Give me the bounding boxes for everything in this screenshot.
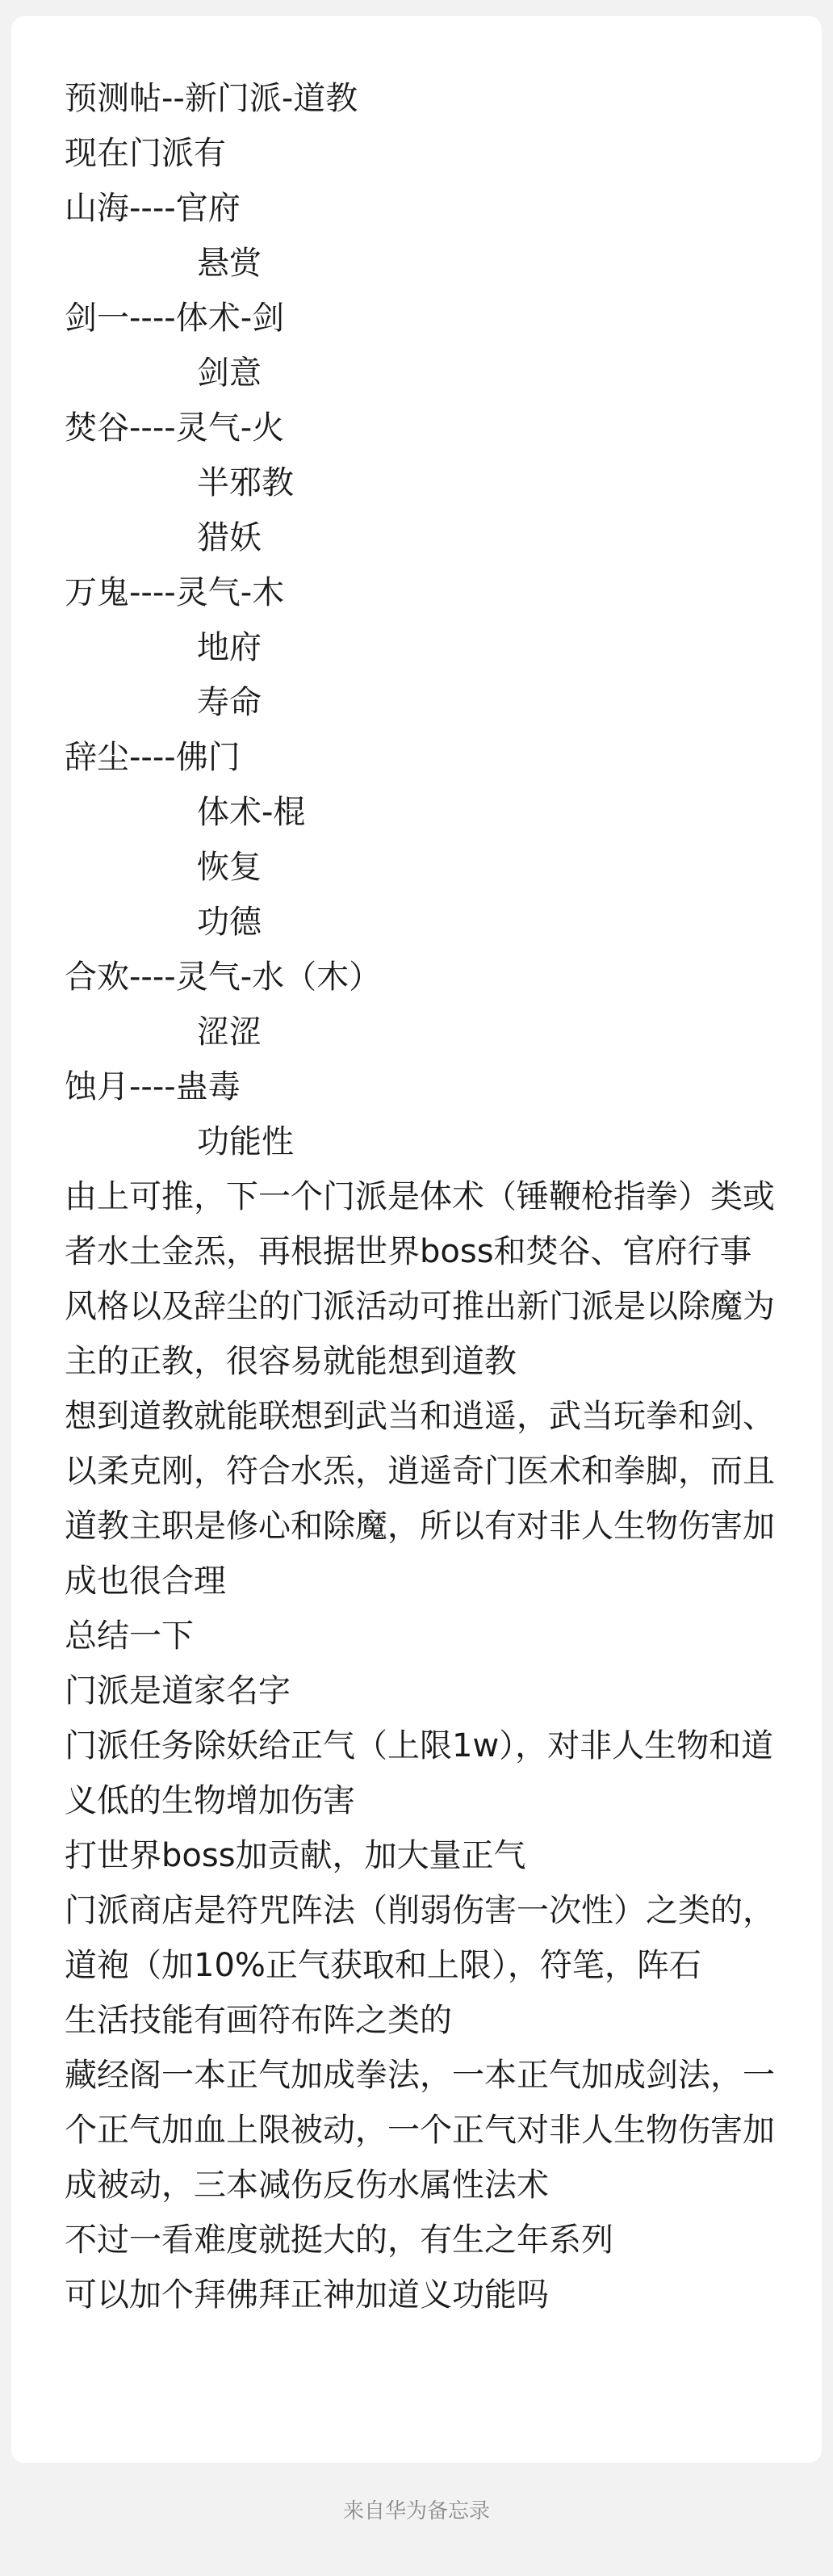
source-footer: 来自华为备忘录 <box>342 2499 490 2524</box>
memo-line: 万鬼----灵气-木 <box>65 574 285 611</box>
memo-paragraph: 生活技能有画符布阵之类的 <box>65 2002 452 2039</box>
memo-paragraph: 由上可推，下一个门派是体术（锤鞭枪指拳）类或者水土金炁，再根据世界boss和焚谷、官府行事风格以及辞尘的门派活动可推出新门派是以除魔为主的正教，很容易就能想到道教 <box>65 1178 775 1380</box>
memo-line: 合欢----灵气-水（木） <box>65 959 382 996</box>
memo-line: 剑意 <box>197 355 262 392</box>
memo-paragraph: 打世界boss加贡献，加大量正气 <box>65 1837 526 1874</box>
memo-paragraph: 门派是道家名字 <box>65 1672 291 1710</box>
memo-line: 预测帖--新门派-道教 <box>65 80 358 117</box>
memo-paragraph: 不过一看难度就挺大的，有生之年系列 <box>65 2221 613 2259</box>
memo-line: 体术-棍 <box>197 794 306 831</box>
memo-line: 猎妖 <box>197 519 262 556</box>
memo-line: 焚谷----灵气-火 <box>65 409 285 447</box>
memo-line: 地府 <box>197 629 262 666</box>
memo-line: 涩涩 <box>197 1013 262 1051</box>
memo-line: 半邪教 <box>197 464 294 501</box>
memo-paragraph: 门派任务除妖给正气（上限1w），对非人生物和道义低的生物增加伤害 <box>65 1727 774 1819</box>
memo-line: 剑一----体术-剑 <box>65 300 285 337</box>
memo-line: 现在门派有 <box>65 135 226 172</box>
memo-line: 山海----官府 <box>65 190 241 227</box>
memo-paragraph: 门派商店是符咒阵法（削弱伤害一次性）之类的，道袍（加10%正气获取和上限），符笔，阵石 <box>65 1892 775 1984</box>
memo-paragraph: 总结一下 <box>65 1617 194 1655</box>
memo-line: 寿命 <box>197 684 262 721</box>
memo-line: 功德 <box>197 904 262 941</box>
memo-line: 蚀月----蛊毒 <box>65 1068 241 1105</box>
memo-line: 恢复 <box>197 849 262 886</box>
memo-paragraph: 可以加个拜佛拜正神加道义功能吗 <box>65 2276 549 2314</box>
memo-line: 悬赏 <box>197 245 262 282</box>
memo-body[interactable] <box>65 71 783 2322</box>
memo-line: 功能性 <box>197 1123 294 1160</box>
memo-line: 辞尘----佛门 <box>65 739 241 776</box>
memo-paragraph: 想到道教就能联想到武当和逍遥，武当玩拳和剑、以柔克刚，符合水炁，逍遥奇门医术和拳脚，而且道教主职是修心和除魔，所以有对非人生物伤害加成也很合理 <box>65 1398 775 1600</box>
memo-card <box>11 16 822 2463</box>
memo-paragraph: 藏经阁一本正气加成拳法，一本正气加成剑法，一个正气加血上限被动，一个正气对非人生物伤害加成被动，三本减伤反伤水属性法术 <box>65 2057 775 2204</box>
